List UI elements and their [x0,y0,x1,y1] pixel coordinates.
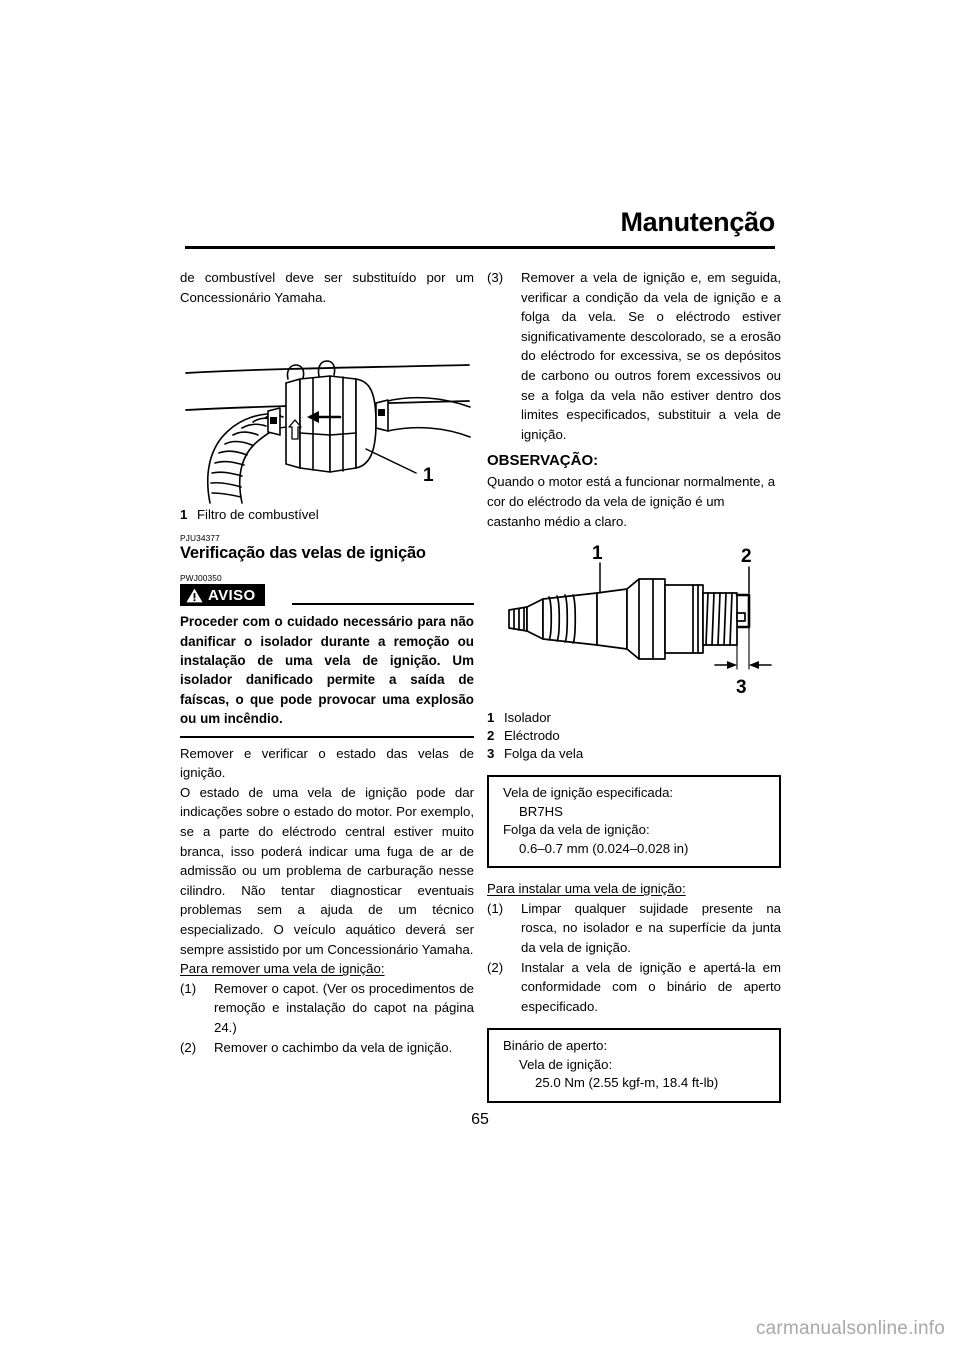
step-number: (2) [180,1039,197,1055]
legend-item [487,745,781,763]
legend-item [487,727,781,745]
legend-label: Isolador [504,710,551,726]
intro-paragraph: de combustível deve ser substituído por um Concessionário Yamaha. [180,270,474,305]
header-divider [185,246,775,249]
warning-ref-code: PWJ00350 [180,573,222,584]
legend-number: 1 [180,507,188,523]
spark-plug-spec-box [487,775,781,868]
legend-item [487,709,781,727]
spec-line: Vela de ignição especificada: [503,785,674,801]
step-number: (1) [180,980,197,996]
warning-text: Proceder com o cuidado necessário para não danificar o isolador durante a remoção ou instalação de uma vela de ignição. Um isolador danificado permite a saída de faíscas, o que pode provocar uma explosão ou um incêndio. [180,614,474,727]
legend-number: 2 [487,728,495,744]
warning-triangle-icon [186,588,203,603]
spec-line: 25.0 Nm (2.55 kgf-m, 18.4 ft-lb) [535,1075,719,1091]
remove-step [180,1038,474,1058]
body-paragraph-1: Remover e verificar o estado das velas de ignição. [180,745,474,781]
spark-plug-callout-2: 2 [741,546,752,568]
section-title: Verificação das velas de ignição [180,544,426,563]
note-title: OBSERVAÇÃO: [487,452,599,470]
right-column [487,268,781,1103]
watermark: carmanualsonline.info [755,1318,945,1339]
step-text: Limpar qualquer sujidade presente na rosca, no isolador e na superfície da junta da vela de ignição. [521,900,781,955]
spec-line: Vela de ignição: [519,1056,613,1072]
warning-badge [180,584,265,606]
page-number: 65 [471,1111,489,1128]
warning-header [180,584,474,609]
note-text: Quando o motor está a funcionar normalmente, a cor do eléctrodo da vela de ignição é um castanho médio a claro. [487,474,776,529]
warning-bottom-divider [180,736,474,738]
page-title: Manutenção [620,207,775,237]
remove-heading: Para remover uma vela de ignição: [180,961,385,977]
body-paragraph-2: O estado de uma vela de ignição pode dar indicações sobre o estado do motor. Por exemplo, se a parte do eléctrodo central estiver muito branca, isso poderá indicar uma fuga de ar de admissão ou um problema de carburação nesse cilindro. Não tentar diagnosticar eventuais problemas sem a ajuda de um técnico especializado. O veículo aquático deverá ser sempre assistido por um Concessionário Yamaha. [180,784,474,957]
step-text: Remover o cachimbo da vela de ignição. [214,1039,453,1055]
spark-plug-callout-3: 3 [736,677,747,699]
step-number: (1) [487,900,504,916]
spec-line: BR7HS [519,803,563,819]
warning-divider [292,603,474,605]
legend-item [180,506,474,524]
inspect-step [487,268,781,444]
step-number: (2) [487,959,504,975]
step-text: Remover a vela de ignição e, em seguida, verificar a condição da vela de ignição e a folga da vela. Se o eléctrodo estiver significativamente descolorado, se a erosão do eléctrodo for excessiva, se os depósitos de carbono ou outros forem excessivos ou se a folga da vela não estiver dentro dos limites especificados, substituir a vela de ignição. [521,270,781,442]
legend-number: 1 [487,710,495,726]
spec-line: Binário de aperto: [503,1038,608,1054]
torque-spec-box [487,1028,781,1103]
spec-line: 0.6–0.7 mm (0.024–0.028 in) [519,840,689,856]
step-number: (3) [487,270,504,285]
step-text: Instalar a vela de ignição e apertá-la em conformidade com o binário de aperto especificado. [521,959,781,1014]
install-step [487,958,781,1017]
legend-number: 3 [487,746,495,762]
page-header [185,206,775,238]
spark-plug-callout-1: 1 [592,543,603,565]
fuel-filter-illustration [180,321,474,506]
warning-label: AVISO [208,586,256,604]
left-column [180,268,474,1057]
install-step [487,899,781,958]
legend-label: Eléctrodo [504,728,560,744]
legend-label: Filtro de combustível [197,507,319,523]
remove-step [180,979,474,1038]
legend-label: Folga da vela [504,746,584,762]
install-heading: Para instalar uma vela de ignição: [487,881,686,897]
section-ref-code: PJU34377 [180,533,220,544]
spark-plug-illustration [487,541,781,709]
fuel-filter-callout-1: 1 [423,465,434,487]
spec-line: Folga da vela de ignição: [503,822,650,838]
step-text: Remover o capot. (Ver os procedimentos de remoção e instalação do capot na página 24.) [214,980,474,1035]
